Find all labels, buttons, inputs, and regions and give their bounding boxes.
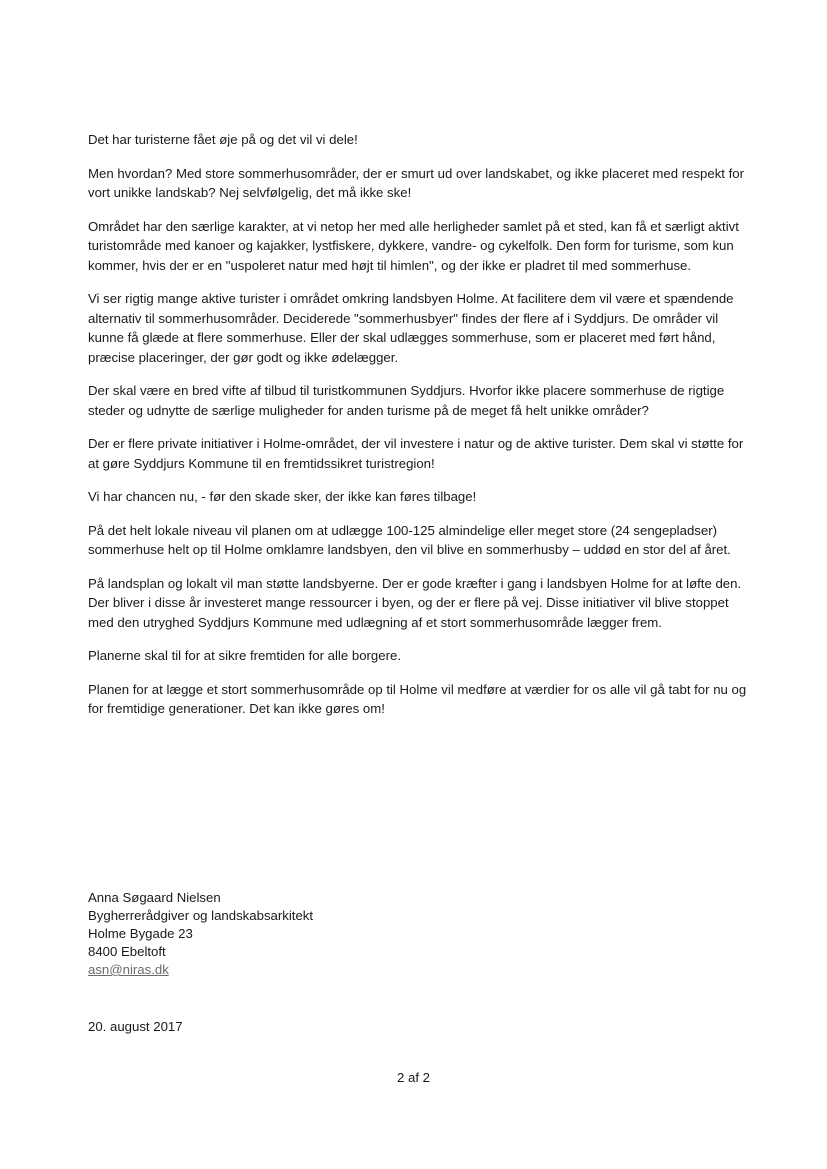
paragraph: Vi har chancen nu, - før den skade sker, der ikke kan føres tilbage! [88, 489, 477, 504]
letter-date: 20. august 2017 [88, 1019, 183, 1034]
signature-block [88, 889, 488, 979]
signature-street: Holme Bygade 23 [88, 926, 193, 941]
paragraph: Planerne skal til for at sikre fremtiden for alle borgere. [88, 648, 401, 663]
paragraph: Der er flere private initiativer i Holme-området, der vil investere i natur og de aktive turister. Dem skal vi støtte for at gøre Syddjurs Kommune til en fremtidssikret turistregion! [88, 436, 744, 471]
letter-body [88, 130, 748, 733]
paragraph: Planen for at lægge et stort sommerhusområde op til Holme vil medføre at værdier for os alle vil gå tabt for nu og for fremtidige generationer. Det kan ikke gøres om! [88, 681, 747, 716]
signature-name: Anna Søgaard Nielsen [88, 890, 221, 905]
signature-email-link[interactable]: asn@niras.dk [88, 962, 169, 977]
signature-title: Bygherrerådgiver og landskabsarkitekt [88, 908, 314, 923]
paragraph: På landsplan og lokalt vil man støtte landsbyerne. Der er gode kræfter i gang i landsbyen Holme for at løfte den. Der bliver i disse år investeret mange ressourcer i byen, og der er flere på vej. Disse initiativer vil blive stoppet med den utryghed Syddjurs Kommune med udlægning af et stort sommerhusområde lægger frem. [88, 575, 742, 630]
page-number: 2 af 2 [397, 1070, 430, 1085]
paragraph: Det har turisterne fået øje på og det vil vi dele! [88, 132, 358, 147]
paragraph: Men hvordan? Med store sommerhusområder, der er smurt ud over landskabet, og ikke placeret med respekt for vort unikke landskab? Nej selvfølgelig, det må ikke ske! [88, 165, 745, 200]
paragraph: Vi ser rigtig mange aktive turister i området omkring landsbyen Holme. At facilitere dem vil være et spændende alternativ til sommerhusområder. Deciderede "sommerhusbyer" findes der flere af i Syddjurs. De områder vil kunne få glæde at flere sommerhuse. Eller der skal udlægges sommerhuse, som er placeret med ført hånd, præcise placeringer, der gør godt og ikke ødelægger. [88, 291, 734, 365]
paragraph: På det helt lokale niveau vil planen om at udlægge 100-125 almindelige eller meget store (24 sengepladser) sommerhuse helt op til Holme omklamre landsbyen, den vil blive en sommerhusby – uddød en stor del af året. [88, 522, 731, 557]
signature-city: 8400 Ebeltoft [88, 944, 166, 959]
paragraph: Der skal være en bred vifte af tilbud til turistkommunen Syddjurs. Hvorfor ikke placere sommerhuse de rigtige steder og udnytte de særlige muligheder for anden turisme på de meget få helt unikke områder? [88, 383, 725, 418]
paragraph: Området har den særlige karakter, at vi netop her med alle herligheder samlet på et sted, kan få et særligt aktivt turistområde med kanoer og kajakker, lystfiskere, dykkere, vandre- og cykelfolk. Den form for turisme, som kun kommer, hvis der er en "uspoleret natur med højt til himlen", og der ikke er pladret til med sommerhuse. [88, 218, 739, 273]
